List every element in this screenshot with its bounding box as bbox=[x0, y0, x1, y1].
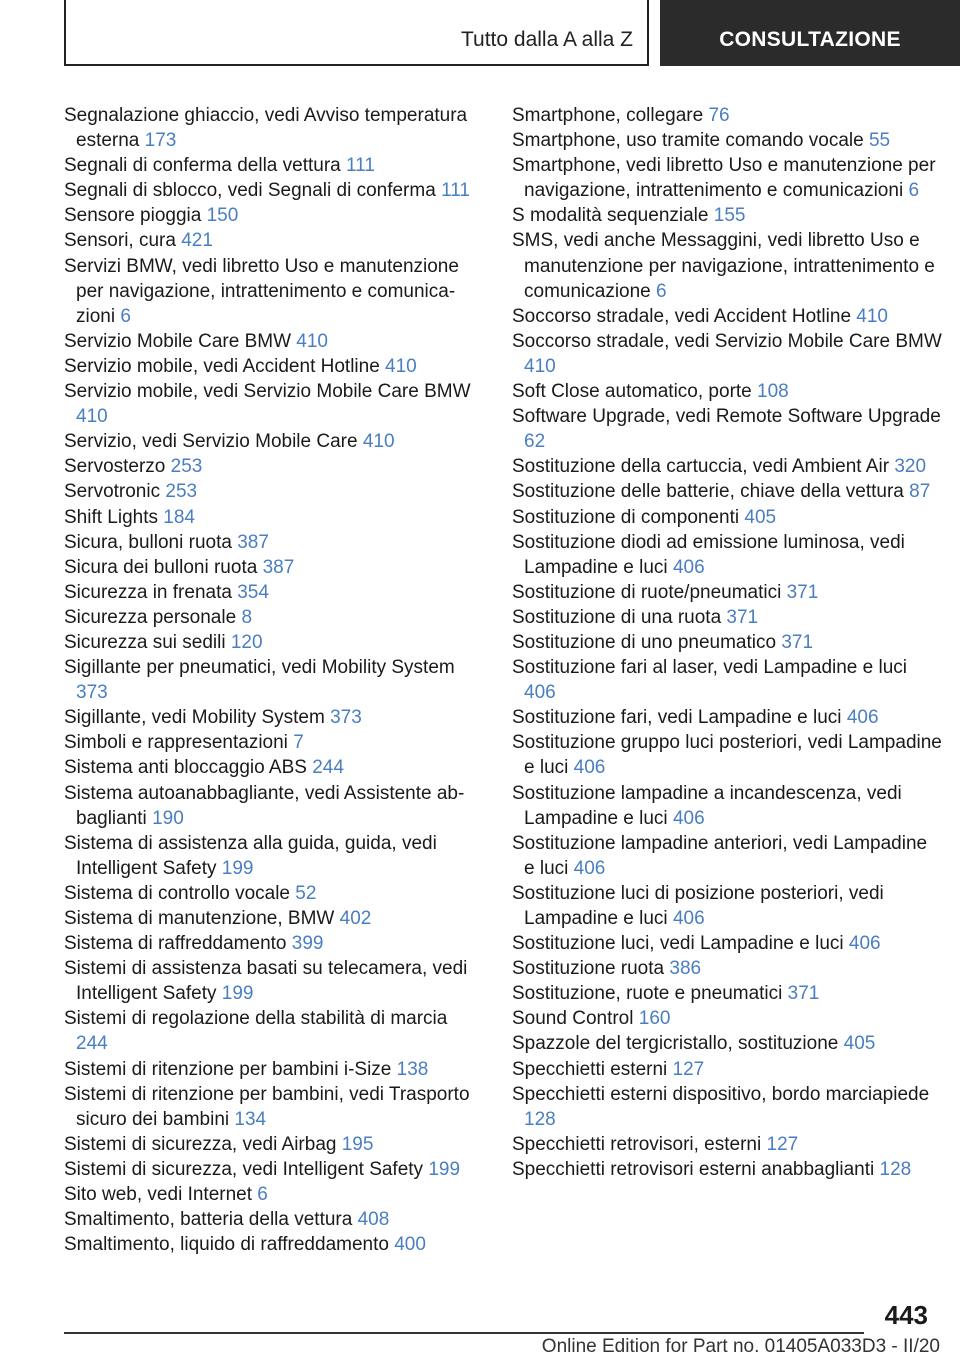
index-entry bbox=[64, 580, 484, 605]
index-page-link[interactable]: 244 bbox=[76, 1033, 108, 1055]
index-entry bbox=[64, 605, 484, 630]
index-page-link[interactable]: 410 bbox=[362, 431, 395, 453]
index-entry-text: Sistemi di sicurezza, vedi Airbag bbox=[64, 1133, 337, 1155]
index-entry-text: Soccorso stradale, vedi Servizio Mobile Care BMW bbox=[512, 330, 942, 352]
index-entry-text: Servizio mobile, vedi Accident Hotline bbox=[64, 355, 380, 377]
index-entry bbox=[64, 956, 484, 1006]
index-entry bbox=[512, 705, 942, 730]
index-page-link[interactable]: 195 bbox=[341, 1133, 374, 1155]
index-entry-text: Smaltimento, batteria della vettura bbox=[64, 1209, 353, 1231]
header-chapter-tab bbox=[660, 0, 960, 66]
index-entry-text: Segnali di sblocco, vedi Segnali di conferma bbox=[64, 180, 436, 202]
index-page-link[interactable]: 399 bbox=[291, 933, 324, 955]
index-entry bbox=[64, 228, 484, 253]
index-entry bbox=[512, 730, 942, 780]
index-page-link[interactable]: 128 bbox=[524, 1108, 556, 1130]
index-page-link[interactable]: 244 bbox=[312, 757, 344, 779]
index-page-link[interactable]: 406 bbox=[672, 556, 705, 578]
index-entry-text: Sistema autoanabbagliante, vedi Assistente abbaglianti bbox=[64, 782, 465, 829]
index-entry bbox=[64, 881, 484, 906]
index-page-link[interactable]: 406 bbox=[573, 757, 606, 779]
index-entry-text: Sistema anti bloccaggio ABS bbox=[64, 757, 307, 779]
index-page-link[interactable]: 410 bbox=[856, 305, 888, 327]
index-entry bbox=[512, 203, 942, 228]
index-page-link[interactable]: 410 bbox=[296, 330, 328, 352]
index-entry-text: Sostituzione di una ruota bbox=[512, 606, 722, 628]
index-page-link[interactable]: 406 bbox=[573, 857, 606, 879]
index-page-link[interactable]: 400 bbox=[394, 1234, 426, 1256]
index-page-link[interactable]: 160 bbox=[638, 1008, 671, 1030]
index-entry-text: Specchietti esterni dispositivo, bordo marciapiede bbox=[512, 1083, 930, 1105]
index-entry-text: Sostituzione lampadine anteriori, vedi Lampadine e luci bbox=[512, 832, 928, 879]
index-page-link[interactable]: 184 bbox=[163, 506, 195, 528]
index-entry-text: Specchietti retrovisori esterni anabbaglianti bbox=[512, 1158, 875, 1180]
index-entry-text: Sistemi di ritenzione per bambini, vedi Trasporto sicuro dei bambini bbox=[64, 1083, 470, 1130]
index-entry bbox=[512, 1132, 942, 1157]
index-entry bbox=[512, 1157, 942, 1182]
index-entry bbox=[64, 1182, 484, 1207]
index-page-link[interactable]: 402 bbox=[339, 908, 372, 929]
index-entry-text: Sito web, vedi Internet bbox=[64, 1184, 252, 1206]
index-page-link[interactable]: 128 bbox=[879, 1158, 912, 1180]
index-entry bbox=[64, 379, 484, 429]
index-page-link[interactable]: 76 bbox=[708, 105, 730, 126]
index-entry-text: Sostituzione, ruote e pneumatici bbox=[512, 983, 783, 1005]
index-entry-text: Spazzole del tergicristallo, sostituzione bbox=[512, 1033, 839, 1055]
index-entry bbox=[64, 354, 484, 379]
index-page-link[interactable]: 253 bbox=[170, 456, 203, 478]
index-entry-text: Sostituzione di uno pneumatico bbox=[512, 631, 777, 653]
index-entry-text: SMS, vedi anche Messaggini, vedi libretto Uso e manutenzione per navigazione, intrattenimento e comunicazione bbox=[512, 230, 935, 302]
index-page-link[interactable]: 406 bbox=[846, 707, 879, 729]
index-entry-text: Sistemi di regolazione della stabilità di marcia bbox=[64, 1008, 448, 1030]
page-number: 443 bbox=[884, 1300, 928, 1330]
index-page-link[interactable]: 406 bbox=[672, 807, 705, 829]
index-page-link[interactable]: 386 bbox=[669, 958, 702, 980]
index-entry-text: Sistema di assistenza alla guida, guida, vedi Intelligent Safety bbox=[64, 832, 437, 879]
index-entry-text: Sistemi di ritenzione per bambini i-Size bbox=[64, 1058, 392, 1080]
index-entry bbox=[512, 781, 942, 831]
index-entry-text: Smartphone, uso tramite comando vocale bbox=[512, 130, 864, 152]
index-page-link[interactable]: 253 bbox=[165, 481, 198, 503]
index-page-link[interactable]: 134 bbox=[234, 1108, 267, 1130]
index-entry-text: Sistema di controllo vocale bbox=[64, 882, 290, 904]
index-entry-text: Servizio Mobile Care BMW bbox=[64, 330, 291, 352]
header-section-box bbox=[64, 0, 649, 66]
index-entry bbox=[512, 228, 942, 303]
index-entry bbox=[64, 203, 484, 228]
header-section-title: Tutto dalla A alla Z bbox=[461, 28, 633, 51]
index-page-link[interactable]: 373 bbox=[330, 707, 362, 729]
index-entry bbox=[64, 1157, 484, 1182]
footer-edition: Online Edition for Part no. 01405A033D3 - II/20 bbox=[541, 1336, 940, 1357]
index-entry bbox=[64, 429, 484, 454]
index-entry bbox=[64, 103, 484, 153]
index-entry bbox=[64, 454, 484, 479]
index-page-link[interactable]: 373 bbox=[76, 682, 108, 704]
index-page-link[interactable]: 405 bbox=[843, 1033, 876, 1055]
index-entry bbox=[512, 329, 942, 379]
index-page-link[interactable]: 8 bbox=[241, 606, 253, 628]
index-entry bbox=[512, 404, 942, 454]
index-page-link[interactable]: 190 bbox=[152, 807, 184, 829]
index-entry bbox=[512, 505, 942, 530]
index-entry-text: Sistema di manutenzione, BMW bbox=[64, 908, 335, 929]
index-entry-text: Smaltimento, liquido di raffreddamento bbox=[64, 1234, 389, 1256]
index-page-link[interactable]: 138 bbox=[396, 1058, 429, 1080]
index-entry-text: Sensore pioggia bbox=[64, 205, 202, 227]
index-entry bbox=[64, 1057, 484, 1082]
index-entry bbox=[512, 304, 942, 329]
index-page-link[interactable]: 410 bbox=[524, 355, 556, 377]
index-page-link[interactable]: 155 bbox=[713, 205, 746, 227]
index-page-link[interactable]: 111 bbox=[441, 180, 470, 202]
index-entry-text: Specchietti retrovisori, esterni bbox=[512, 1133, 762, 1155]
footer-divider bbox=[64, 1332, 864, 1334]
index-page-link[interactable]: 387 bbox=[262, 556, 295, 578]
index-page-link[interactable]: 371 bbox=[787, 983, 820, 1005]
index-entry bbox=[512, 1006, 942, 1031]
index-page-link[interactable]: 111 bbox=[346, 155, 375, 177]
index-entry-text: Sicura, bulloni ruota bbox=[64, 531, 232, 553]
index-entry-text: Segnali di conferma della vettura bbox=[64, 155, 341, 177]
index-page-link[interactable]: 108 bbox=[757, 381, 789, 403]
index-entry bbox=[512, 630, 942, 655]
index-entry bbox=[64, 755, 484, 780]
index-page-link[interactable]: 354 bbox=[237, 581, 269, 603]
index-entry bbox=[512, 831, 942, 881]
index-entry bbox=[512, 530, 942, 580]
index-entry bbox=[512, 479, 942, 504]
index-entry-text: Sicura dei bulloni ruota bbox=[64, 556, 258, 578]
index-entry bbox=[64, 781, 484, 831]
index-page-link[interactable]: 6 bbox=[656, 280, 667, 302]
index-entry-text: Specchietti esterni bbox=[512, 1058, 668, 1080]
index-entry bbox=[64, 555, 484, 580]
index-entry-text: Sigillante, vedi Mobility System bbox=[64, 707, 325, 729]
index-page-link[interactable]: 199 bbox=[428, 1158, 461, 1180]
index-entry-text: Smartphone, vedi libretto Uso e manutenzione per navigazione, intrattenimento e comunicazioni bbox=[512, 155, 936, 202]
index-page-link[interactable]: 410 bbox=[76, 406, 108, 428]
index-entry-text: Sigillante per pneumatici, vedi Mobility System bbox=[64, 657, 455, 679]
index-entry bbox=[64, 906, 484, 931]
index-entry bbox=[64, 178, 484, 203]
index-entry-text: Servizio mobile, vedi Servizio Mobile Care BMW bbox=[64, 381, 471, 403]
index-entry-text: Shift Lights bbox=[64, 506, 158, 528]
index-entry-text: Simboli e rappresentazioni bbox=[64, 732, 288, 754]
index-entry-text: Sostituzione diodi ad emissione luminosa, vedi Lampadine e luci bbox=[512, 531, 905, 578]
index-entry bbox=[512, 128, 942, 153]
index-entry bbox=[64, 931, 484, 956]
index-page-link[interactable]: 6 bbox=[257, 1184, 268, 1206]
index-page-link[interactable]: 371 bbox=[726, 606, 759, 628]
index-entry bbox=[512, 454, 942, 479]
index-entry bbox=[512, 1031, 942, 1056]
index-column-right bbox=[512, 103, 942, 1182]
index-entry-text: Segnalazione ghiaccio, vedi Avviso temperatura esterna bbox=[64, 105, 468, 152]
index-entry-text: Sostituzione gruppo luci posteriori, vedi Lampadine e luci bbox=[512, 732, 942, 779]
index-page-link[interactable]: 150 bbox=[206, 205, 239, 227]
index-entry bbox=[64, 831, 484, 881]
index-entry-text: Sostituzione luci di posizione posteriori, vedi Lampadine e luci bbox=[512, 882, 884, 929]
index-entry bbox=[64, 1232, 484, 1257]
index-entry-text: Software Upgrade, vedi Remote Software Upgrade bbox=[512, 406, 941, 428]
index-entry bbox=[512, 103, 942, 128]
index-entry-text: Sostituzione fari, vedi Lampadine e luci bbox=[512, 707, 842, 729]
index-page-link[interactable]: 127 bbox=[766, 1133, 799, 1155]
header-chapter-label: CONSULTAZIONE bbox=[719, 28, 901, 51]
index-entry-text: Sistemi di assistenza basati su telecamera, vedi Intelligent Safety bbox=[64, 958, 468, 1005]
index-entry bbox=[64, 630, 484, 655]
index-entry bbox=[64, 153, 484, 178]
index-entry bbox=[512, 931, 942, 956]
index-page-link[interactable]: 7 bbox=[293, 732, 304, 754]
index-entry-text: Smartphone, collegare bbox=[512, 105, 704, 126]
index-page-link[interactable]: 320 bbox=[894, 456, 927, 478]
index-page-link[interactable]: 173 bbox=[144, 130, 177, 152]
index-page-link[interactable]: 52 bbox=[295, 882, 317, 904]
index-page-link[interactable]: 406 bbox=[848, 933, 881, 955]
index-entry bbox=[512, 1082, 942, 1132]
index-entry-text: Sostituzione ruota bbox=[512, 958, 665, 980]
index-entry-text: Servosterzo bbox=[64, 456, 166, 478]
index-entry-text: S modalità sequenziale bbox=[512, 205, 709, 227]
index-page-link[interactable]: 387 bbox=[237, 531, 269, 553]
index-entry bbox=[512, 981, 942, 1006]
index-entry-text: Sostituzione di ruote/pneumatici bbox=[512, 581, 782, 603]
index-page-link[interactable]: 408 bbox=[357, 1209, 390, 1231]
index-entry-text: Sostituzione di componenti bbox=[512, 506, 740, 528]
index-entry bbox=[64, 479, 484, 504]
index-entry-text: Sostituzione della cartuccia, vedi Ambient Air bbox=[512, 456, 890, 478]
index-page-link[interactable]: 55 bbox=[868, 130, 891, 152]
index-entry bbox=[64, 1006, 484, 1056]
index-page-link[interactable]: 199 bbox=[221, 983, 254, 1005]
index-page-link[interactable]: 371 bbox=[781, 631, 814, 653]
index-entry-text: Sensori, cura bbox=[64, 230, 176, 252]
index-entry bbox=[64, 329, 484, 354]
index-page-link[interactable]: 371 bbox=[786, 581, 819, 603]
index-entry bbox=[512, 379, 942, 404]
index-entry bbox=[64, 1132, 484, 1157]
index-entry-text: Servizio, vedi Servizio Mobile Care bbox=[64, 431, 358, 453]
index-page-link[interactable]: 120 bbox=[230, 631, 263, 653]
index-entry-text: Soft Close automatico, porte bbox=[512, 381, 752, 403]
index-column-left bbox=[64, 103, 484, 1257]
index-entry-text: Sound Control bbox=[512, 1008, 634, 1030]
index-entry bbox=[64, 254, 484, 329]
index-entry-text: Sicurezza personale bbox=[64, 606, 237, 628]
index-entry bbox=[64, 505, 484, 530]
index-page-link[interactable]: 87 bbox=[909, 481, 931, 503]
index-entry bbox=[512, 881, 942, 931]
index-entry-text: Sistemi di sicurezza, vedi Intelligent Safety bbox=[64, 1158, 424, 1180]
index-entry-text: Servizi BMW, vedi libretto Uso e manutenzione per navigazione, intrattenimento e comunicazioni bbox=[64, 255, 459, 327]
page-header bbox=[0, 0, 960, 66]
index-entry-text: Servotronic bbox=[64, 481, 161, 503]
index-entry bbox=[512, 1057, 942, 1082]
index-entry-text: Sostituzione lampadine a incandescenza, vedi Lampadine e luci bbox=[512, 782, 902, 829]
index-entry-text: Sicurezza sui sedili bbox=[64, 631, 226, 653]
index-page-link[interactable]: 410 bbox=[385, 355, 417, 377]
index-page-link[interactable]: 6 bbox=[120, 305, 131, 327]
index-entry bbox=[512, 580, 942, 605]
index-entry bbox=[64, 1207, 484, 1232]
index-page-link[interactable]: 6 bbox=[908, 180, 920, 202]
index-page-link[interactable]: 406 bbox=[672, 908, 705, 929]
index-page-link[interactable]: 199 bbox=[221, 857, 254, 879]
index-entry bbox=[512, 655, 942, 705]
index-page-link[interactable]: 421 bbox=[181, 230, 213, 252]
index-entry bbox=[64, 655, 484, 705]
index-entry bbox=[512, 956, 942, 981]
index-entry bbox=[64, 530, 484, 555]
index-entry-text: Soccorso stradale, vedi Accident Hotline bbox=[512, 305, 852, 327]
index-entry-text: Sostituzione fari al laser, vedi Lampadine e luci bbox=[512, 657, 908, 679]
index-page-link[interactable]: 406 bbox=[524, 682, 556, 704]
index-page-link[interactable]: 62 bbox=[524, 431, 546, 453]
index-entry-text: Sicurezza in frenata bbox=[64, 581, 232, 603]
index-page-link[interactable]: 405 bbox=[744, 506, 777, 528]
index-entry bbox=[64, 705, 484, 730]
index-entry-text: Sostituzione delle batterie, chiave della vettura bbox=[512, 481, 904, 503]
index-entry-text: Sistema di raffreddamento bbox=[64, 933, 287, 955]
index-page-link[interactable]: 127 bbox=[672, 1058, 705, 1080]
index-entry bbox=[512, 605, 942, 630]
index-entry bbox=[64, 1082, 484, 1132]
index-entry bbox=[512, 153, 942, 203]
index-entry bbox=[64, 730, 484, 755]
index-entry-text: Sostituzione luci, vedi Lampadine e luci bbox=[512, 933, 844, 955]
